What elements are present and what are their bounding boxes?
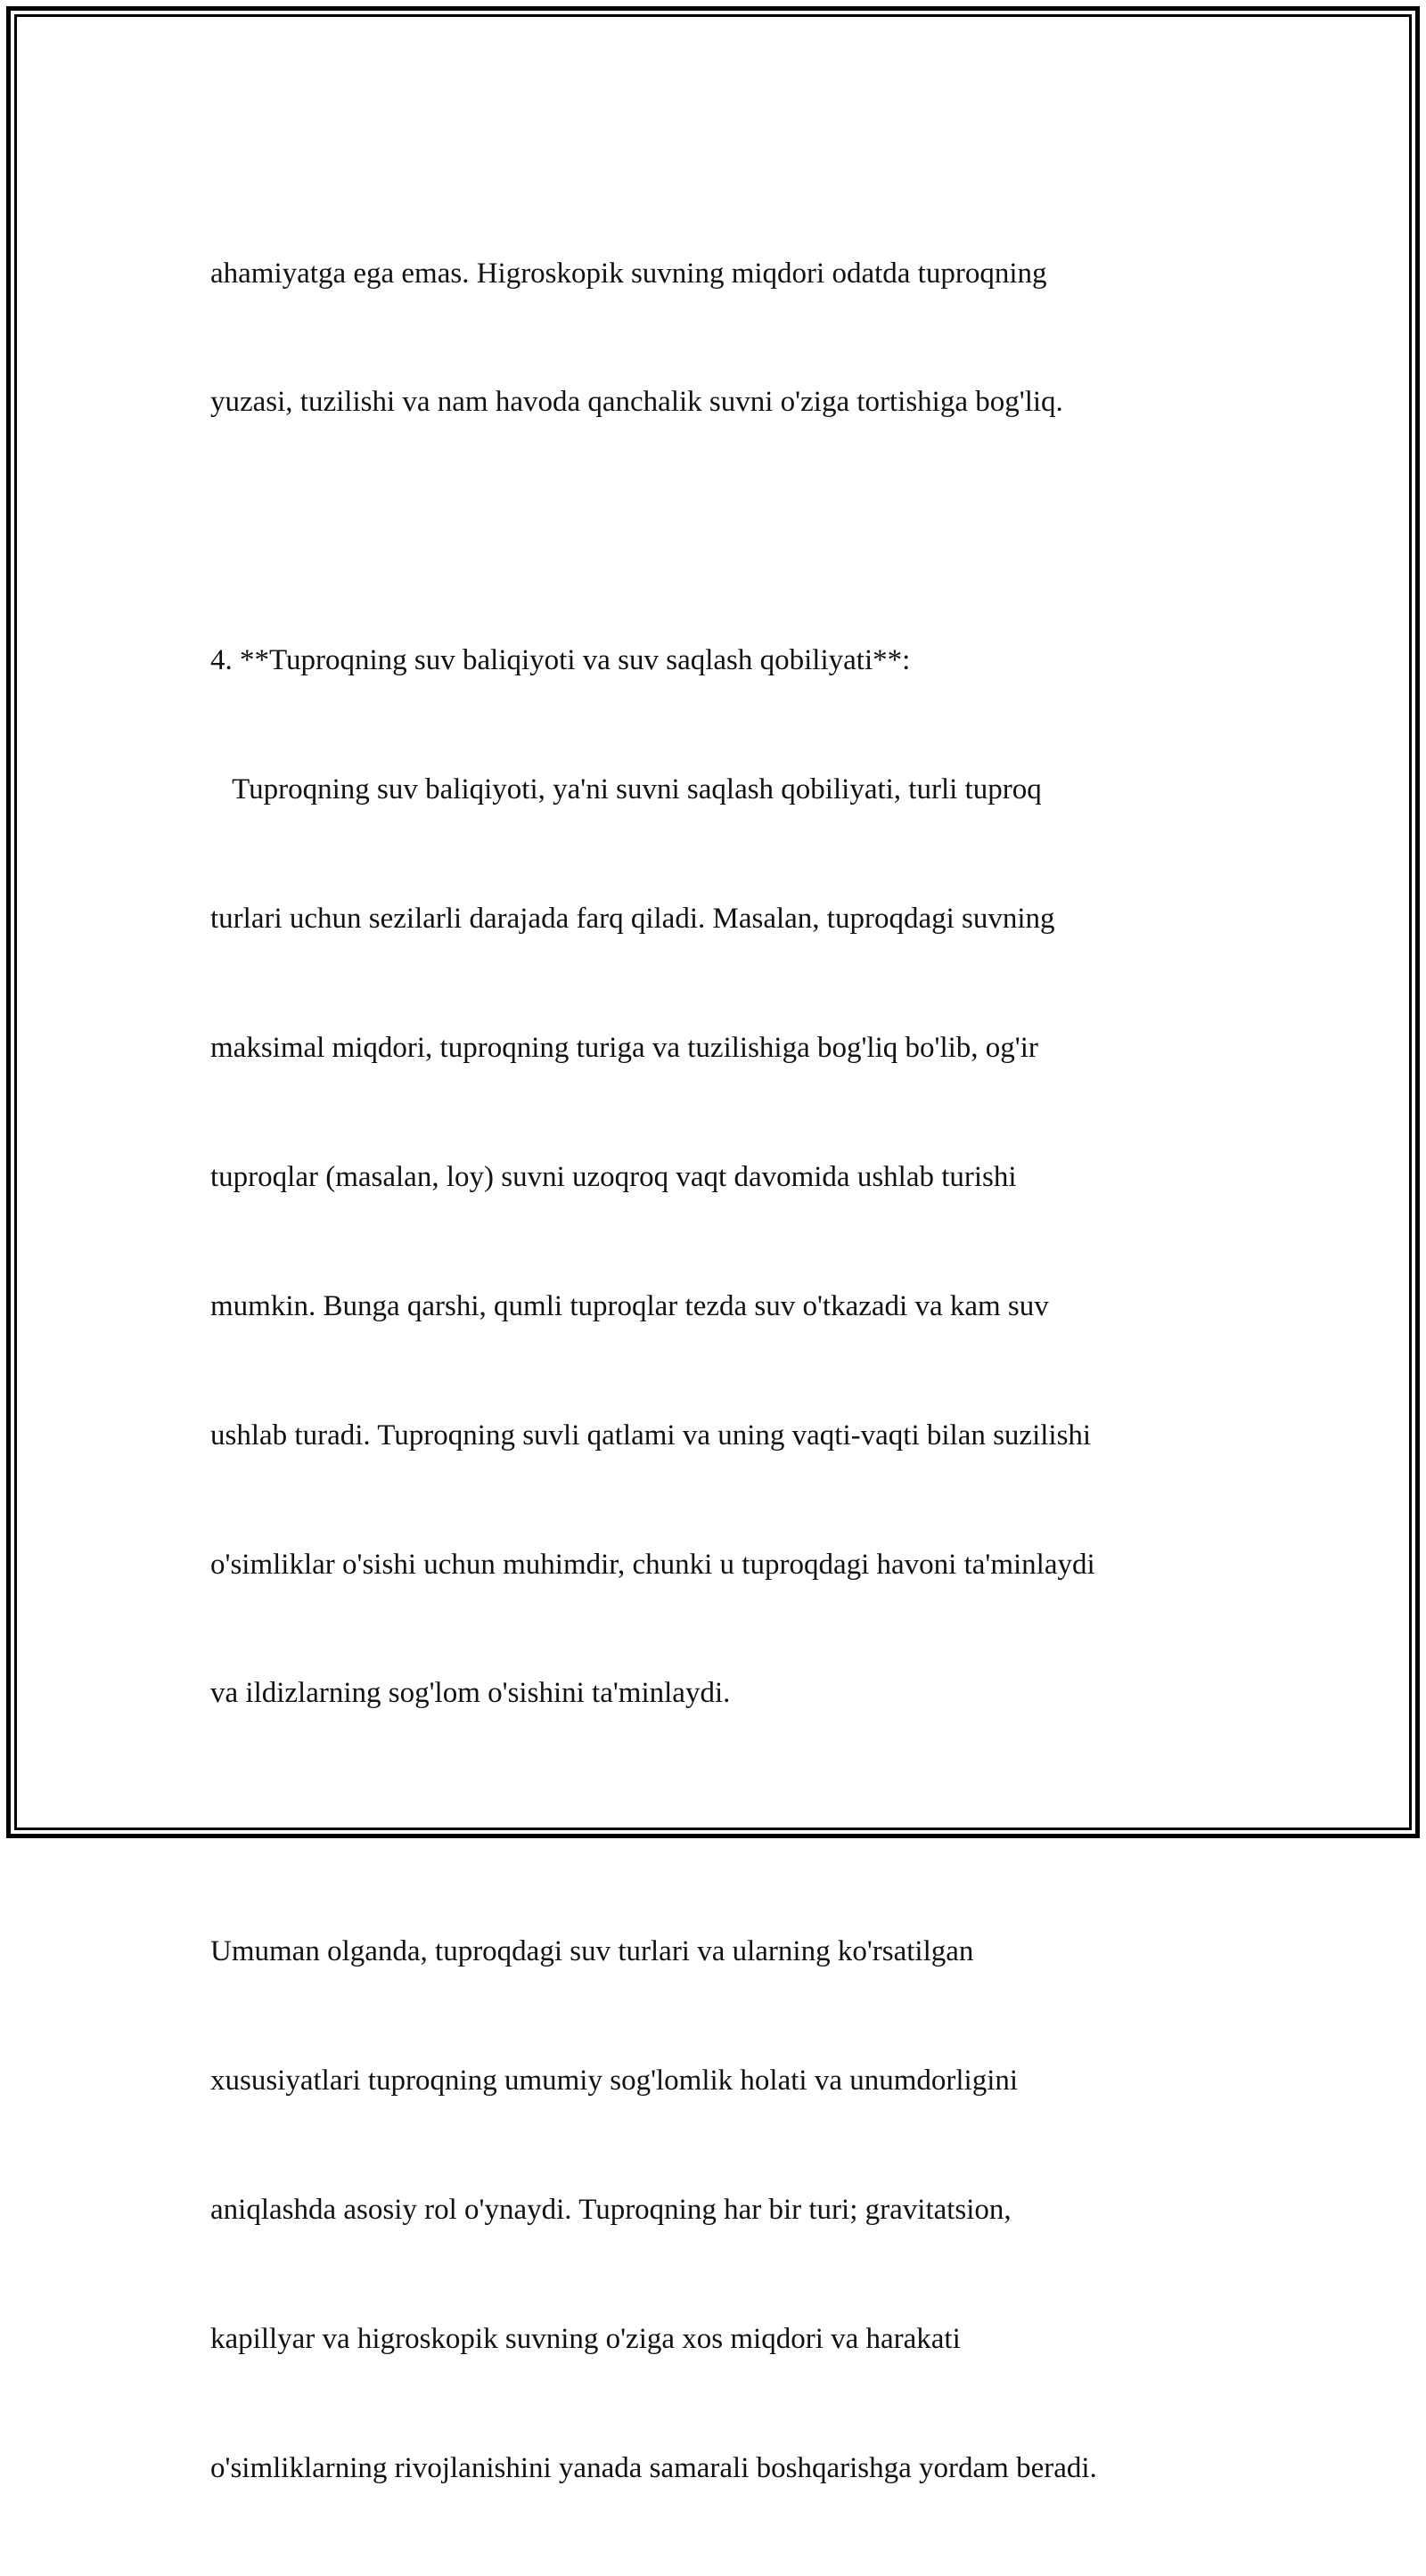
section-4 bbox=[210, 553, 1217, 1802]
text-line: o'simliklar o'sishi uchun muhimdir, chunki u tuproqdagi havoni ta'minlaydi bbox=[210, 1548, 1095, 1581]
paragraph-gap bbox=[210, 510, 1217, 552]
text-line: xususiyatlari tuproqning umumiy sog'lomlik holati va unumdorligini bbox=[210, 2065, 1019, 2098]
text-line: mumkin. Bunga qarshi, qumli tuproqlar tezda suv o'tkazadi va kam suv bbox=[210, 1289, 1049, 1322]
text-line: ahamiyatga ega emas. Higroskopik suvning miqdori odatda tuproqning bbox=[210, 257, 1047, 290]
text-line: aniqlashda asosiy rol o'ynaydi. Tuproqning har bir turi; gravitatsion, bbox=[210, 2193, 1012, 2226]
text-line: va ildizlarning sog'lom o'sishini ta'minlaydi. bbox=[210, 1677, 731, 1710]
text-line: o'simliklarning rivojlanishini yanada samarali boshqarishga yordam beradi. bbox=[210, 2451, 1097, 2484]
text-line: tuproqlar (masalan, loy) suvni uzoqroq vaqt davomida ushlab turishi bbox=[210, 1160, 1017, 1193]
paragraph-continuation bbox=[210, 166, 1217, 510]
text-line: ushlab turadi. Tuproqning suvli qatlami va uning vaqti-vaqti bilan suzilishi bbox=[210, 1419, 1092, 1452]
text-line: Tuproqning suv baliqiyoti, ya'ni suvni saqlash qobiliyati, turli tuproq bbox=[210, 773, 1042, 806]
text-line: Umuman olganda, tuproqdagi suv turlari va ularning ko'rsatilgan bbox=[210, 1935, 974, 1968]
text-line: turlari uchun sezilarli darajada farq qiladi. Masalan, tuproqdagi suvning bbox=[210, 903, 1055, 936]
document-body bbox=[210, 166, 1217, 2576]
text-line: maksimal miqdori, tuproqning turiga va tuzilishiga bog'liq bo'lib, og'ir bbox=[210, 1031, 1038, 1064]
text-line: yuzasi, tuzilishi va nam havoda qanchalik suvni o'ziga tortishiga bog'liq. bbox=[210, 386, 1063, 419]
section-heading: 4. **Tuproqning suv baliqiyoti va suv saqlash qobiliyati**: bbox=[210, 644, 911, 677]
conclusion-paragraph bbox=[210, 1844, 1217, 2576]
text-line: kapillyar va higroskopik suvning o'ziga xos miqdori va harakati bbox=[210, 2322, 961, 2355]
paragraph-gap bbox=[210, 1801, 1217, 1844]
